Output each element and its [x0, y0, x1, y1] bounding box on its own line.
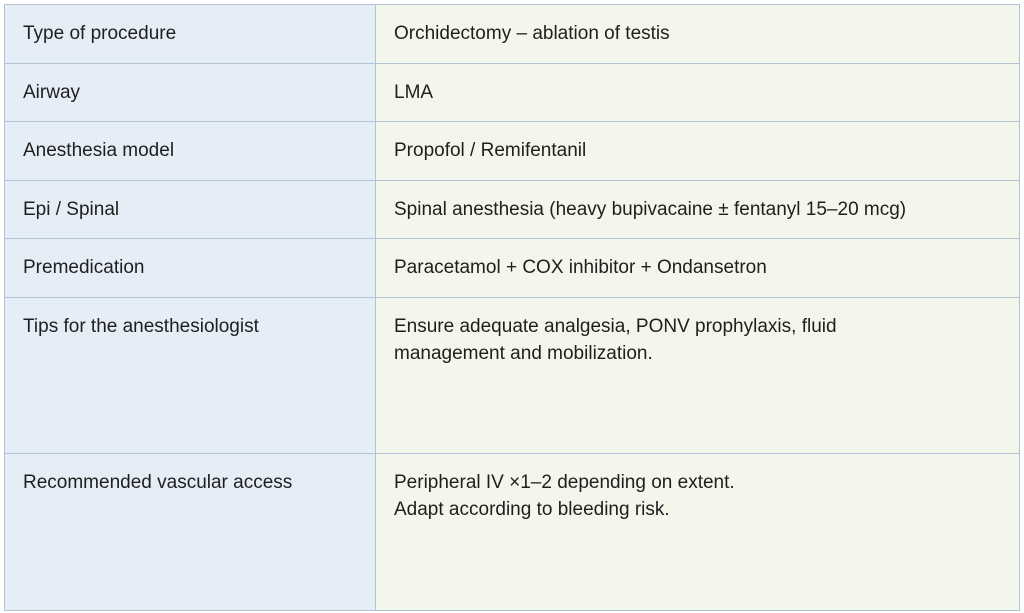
table-row-type-of-procedure — [5, 5, 1020, 64]
row-label: Airway — [5, 63, 376, 122]
table-row-tips — [5, 297, 1020, 453]
table-row-vascular-access — [5, 453, 1020, 610]
row-value: Peripheral IV ×1–2 depending on extent. Adapt according to bleeding risk. — [376, 453, 1020, 610]
row-value: LMA — [376, 63, 1020, 122]
row-label: Premedication — [5, 239, 376, 298]
row-value: Orchidectomy – ablation of testis — [376, 5, 1020, 64]
row-label: Type of procedure — [5, 5, 376, 64]
row-label: Tips for the anesthesiologist — [5, 297, 376, 453]
table-row-premedication — [5, 239, 1020, 298]
row-label: Epi / Spinal — [5, 180, 376, 239]
row-label: Recommended vascular access — [5, 453, 376, 610]
row-label: Anesthesia model — [5, 122, 376, 181]
row-value: Paracetamol + COX inhibitor + Ondansetron — [376, 239, 1020, 298]
table-row-epi-spinal — [5, 180, 1020, 239]
table-row-anesthesia-model — [5, 122, 1020, 181]
row-value: Ensure adequate analgesia, PONV prophylaxis, fluid management and mobilization. — [376, 297, 1020, 453]
row-value: Spinal anesthesia (heavy bupivacaine ± fentanyl 15–20 mcg) — [376, 180, 1020, 239]
anesthesia-summary-table — [4, 4, 1020, 611]
row-value: Propofol / Remifentanil — [376, 122, 1020, 181]
table-row-airway — [5, 63, 1020, 122]
